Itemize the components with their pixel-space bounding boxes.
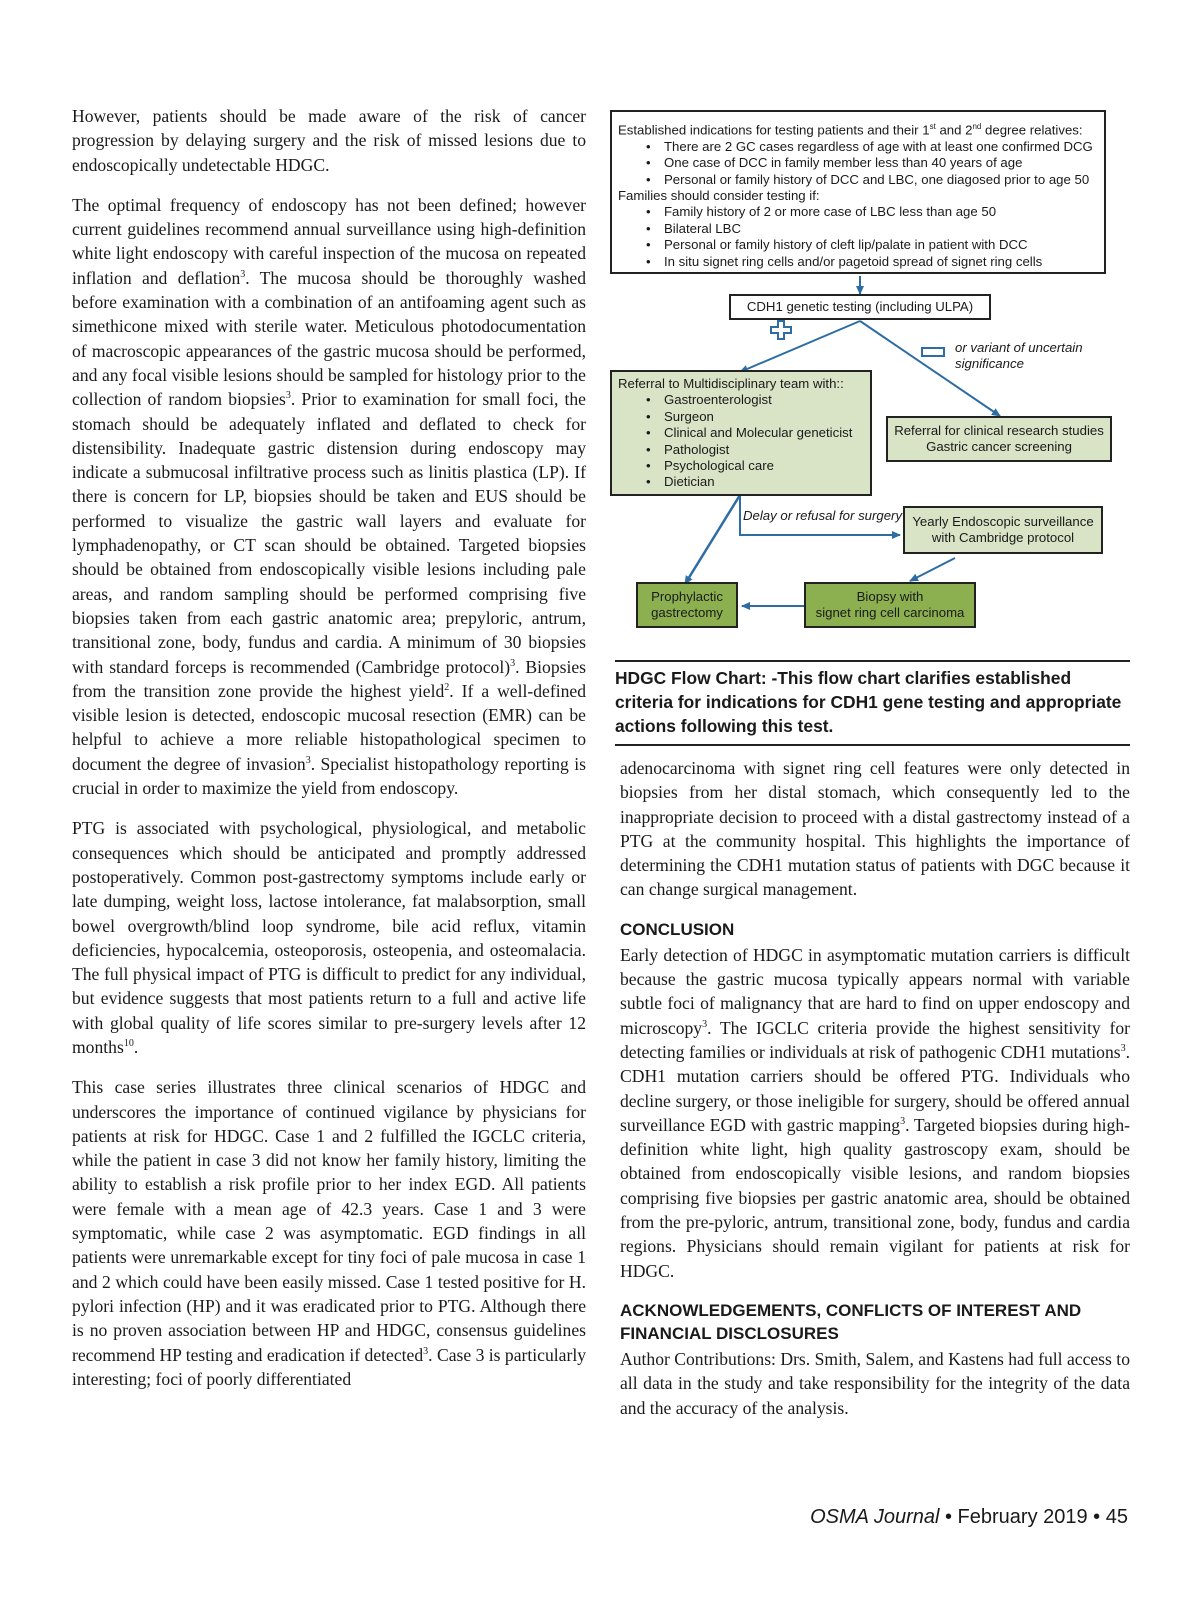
list-item: • Personal or family history of cleft lip/palate in patient with DCC	[618, 237, 1104, 253]
referral-box	[610, 370, 872, 496]
page-number: 45	[1105, 1506, 1128, 1528]
hdgc-flowchart	[615, 108, 1135, 648]
citation-ref: 3	[1120, 1043, 1126, 1055]
citation-ref: 3	[702, 1018, 708, 1030]
genetic-testing-box: CDH1 genetic testing (including ULPA)	[729, 294, 991, 320]
list-item: • Dietician	[618, 474, 870, 490]
paragraph: This case series illustrates three clinical scenarios of HDGC and underscores the importance of continued vigilance by physicians for patients at risk for HDGC. Case 1 and 2 fulfilled the IGCLC criteria, while the patient in case 3 did not know her family history, limiting the ability to establish a risk profile prior to her index EGD. All patients were female with a mean age of 42.3 years. Case 1 and 3 were symptomatic, while case 2 was asymptomatic. EGD findings in all patients were unremarkable except for tiny foci of pale mucosa in case 1 and 2 which could have been easily missed. Case 1 tested positive for H. pylori infection (HP) and it was eradicated prior to PTG. Although there is no proven association between HP and HDGC, consensus guidelines recommend HP testing and eradication if detected$^3$. Case 3 is particularly interesting; foci of poorly differentiated	[72, 1077, 587, 1389]
positive-result-icon	[771, 321, 791, 339]
referral-title: Referral to Multidisciplinary team with::	[618, 376, 844, 391]
citation-ref: 3	[240, 268, 246, 280]
indications-subtitle: Families should consider testing if:	[618, 188, 820, 204]
citation-ref: 3	[285, 390, 291, 402]
page-footer: OSMA Journal • February 2019 • 45	[810, 1506, 1128, 1528]
figure-caption: HDGC Flow Chart: -This flow chart clarifies established criteria for indications for CDH1 gene testing and appropriate actions following this test.	[615, 660, 1130, 746]
journal-name: OSMA Journal	[810, 1506, 940, 1528]
research-box: Referral for clinical research studies Gastric cancer screening	[886, 416, 1112, 462]
biopsy-box: Biopsy with signet ring cell carcinoma	[804, 582, 976, 628]
paragraph: PTG is associated with psychological, physiological, and metabolic consequences which should be anticipated and promptly addressed postoperatively. Common post-gastrectomy symptoms include early or late dumping, weight loss, lactose intolerance, fat malabsorption, small bowel overgrowth/blind loop syndrome, bile acid reflux, vitamin deficiencies, hypocalcemia, osteoporosis, osteopenia, and osteomalacia. The full physical impact of PTG is difficult to predict for any individual, but evidence suggests that most patients return to a full and active life with global quality of life scores similar to pre-surgery levels after 12 months$^{10}$.	[72, 818, 586, 1057]
citation-ref: 3	[305, 754, 311, 766]
arrow-testing-to-referral	[740, 321, 860, 372]
citation-ref: 3	[900, 1116, 906, 1127]
section-heading-acknowledgements: ACKNOWLEDGEMENTS, CONFLICTS OF INTEREST AND FINANCIAL DISCLOSURES	[620, 1300, 1082, 1343]
list-item: • Surgeon	[618, 409, 870, 425]
list-item: • Pathologist	[618, 442, 870, 458]
issue-date: February 2019	[957, 1506, 1088, 1528]
list-item: • There are 2 GC cases regardless of age with at least one confirmed DCG	[618, 139, 1104, 155]
list-item: • Family history of 2 or more case of LBC less than age 50	[618, 204, 1104, 220]
variant-label: or variant of uncertain significance	[955, 340, 1083, 371]
list-item: • Personal or family history of DCC and LBC, one diagosed prior to age 50	[618, 172, 1104, 188]
list-item: • In situ signet ring cells and/or pagetoid spread of signet ring cells	[618, 254, 1104, 270]
list-item: • Psychological care	[618, 458, 870, 474]
citation-ref: 3	[510, 657, 516, 669]
list-item: • Gastroenterologist	[618, 392, 870, 408]
paragraph: Early detection of HDGC in asymptomatic mutation carriers is difficult because the gastric mucosa typically appears normal with variable subtle foci of malignancy that are hard to find on upper endoscopy and microscopy$^3$. The IGCLC criteria provide the highest sensitivity for detecting families or individuals at risk of pathogenic CDH1 mutations$^3$. CDH1 mutation carriers should be offered PTG. Individuals who decline surgery, or those ineligible for surgery, should be offered annual surveillance EGD with gastric mapping$^3$. Targeted biopsies during high-definition white light, high quality gastroscopy exam, should be obtained from endoscopically visible lesions, and random biopsies comprising five biopsies per gastric anatomic area, should be obtained from the pre-pyloric, antrum, transitional zone, body, fundus and cardia regions. Physicians should remain vigilant for patients at risk for HDGC.	[620, 944, 1131, 1281]
arrow-surveillance-to-biopsy	[910, 558, 955, 581]
list-item: • Bilateral LBC	[618, 221, 1104, 237]
consider-testing-list	[618, 204, 1104, 270]
paragraph: The optimal frequency of endoscopy has not been defined; however current guidelines recommend annual surveillance using high-definition white light endoscopy with careful inspection of the mucosa on repeated inflation and deflation$^3$. The mucosa should be thoroughly washed before examination with a combination of an antifoaming agent such as simethicone mixed with sterile water. Meticulous photodocumentation of macroscopic appearances of the gastric mucosa should be performed, and any focal visible lesions should be sampled for histology prior to the collection of random biopsies$^3$. Prior to examination for small foci, the stomach should be adequately inflated and deflated to check for distensibility. Inadequate gastric distension during endoscopy may indicate a submucosal infiltrative process such as linitis plastica (LP). If there is concern for LP, biopsies should be taken and EUS should be performed to visualize the gastric wall layers and evaluate for lymphadenopathy, or CT scan should be obtained. Targeted biopsies should be obtained from endoscopically visible lesions including pale areas, and random sampling should be performed comprising five biopsies taken from each gastric anatomic area; prepyloric, antrum, transitional zone, body, fundus and cardia. A minimum of 30 biopsies with standard forceps is recommended (Cambridge protocol)$^3$. Biopsies from the transition zone provide the highest yield$^2$. If a well-defined visible lesion is detected, endoscopic mucosal resection (EMR) can be helpful to achieve a more reliable histopathological specimen to document the degree of invasion$^3$. Specialist histopathology reporting is crucial in order to maximize the yield from endoscopy.	[72, 194, 587, 799]
established-indications-list	[618, 139, 1104, 188]
delay-label: Delay or refusal for surgery	[743, 508, 903, 523]
list-item: • One case of DCC in family member less than 40 years of age	[618, 155, 1104, 171]
arrow-referral-to-gastrectomy	[685, 495, 740, 584]
gastrectomy-box: Prophylactic gastrectomy	[636, 582, 738, 628]
paragraph: Author Contributions: Drs. Smith, Salem, and Kastens had full access to all data in the study and take responsibility for the integrity of the data and the accuracy of the analysis.	[620, 1348, 1130, 1418]
right-column	[620, 756, 1130, 1436]
citation-ref: 2	[444, 681, 450, 693]
citation-ref: 10	[123, 1038, 134, 1050]
paragraph: However, patients should be made aware of the risk of cancer progression by delaying surgery and the risk of missed lesions due to endoscopically undetectable HDGC.	[72, 106, 586, 175]
referral-list	[618, 392, 870, 490]
paragraph: adenocarcinoma with signet ring cell features were only detected in biopsies from her distal stomach, which consequently led to the inappropriate decision to proceed with a distal gastrectomy instead of a PTG at the community hospital. This highlights the importance of determining the CDH1 mutation status of patients with DGC because it can change surgical management.	[620, 758, 1130, 900]
left-column	[72, 104, 586, 1407]
section-heading-conclusion: CONCLUSION	[620, 919, 735, 939]
list-item: • Clinical and Molecular geneticist	[618, 425, 870, 441]
indications-title: Established indications for testing patients and their 1st and 2nd degree relatives:	[618, 122, 1083, 138]
surveillance-box: Yearly Endoscopic surveillance with Cambridge protocol	[903, 506, 1103, 554]
indications-box	[610, 110, 1106, 274]
negative-result-icon	[922, 348, 944, 356]
citation-ref: 3	[423, 1345, 429, 1357]
